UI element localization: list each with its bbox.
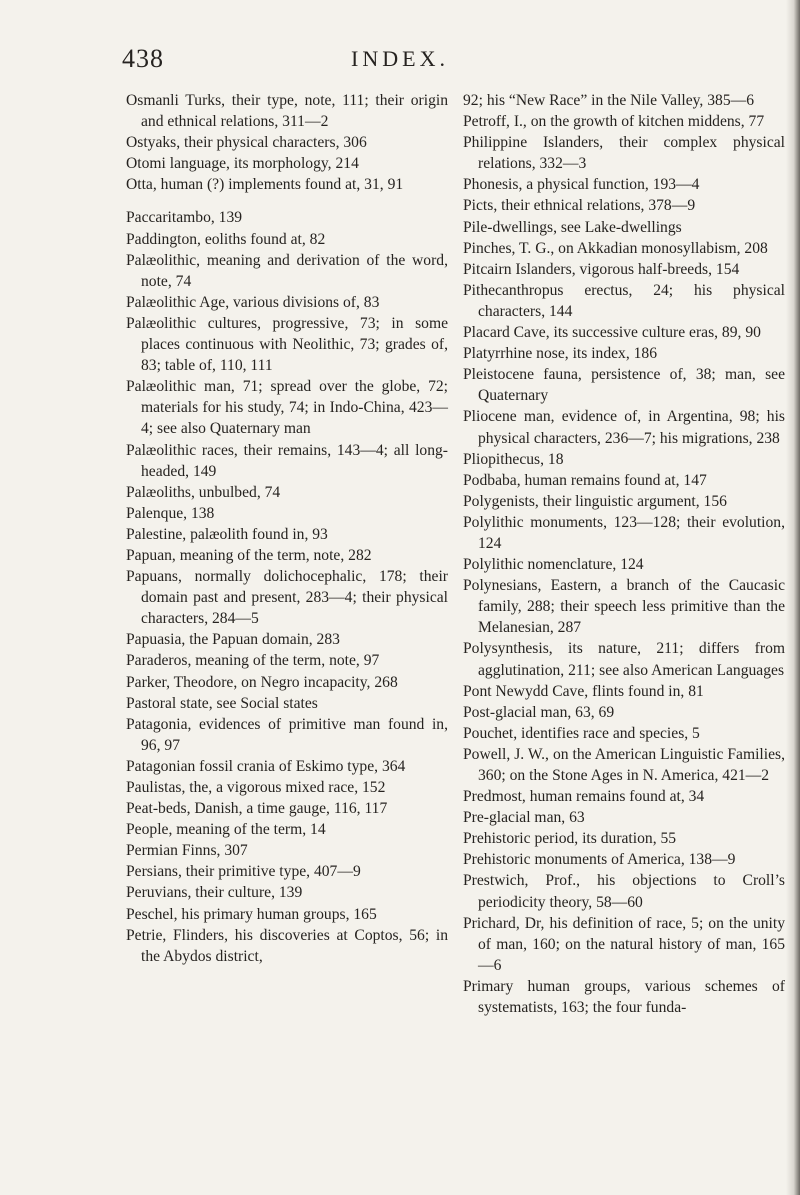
index-entry: Pleistocene fauna, persistence of, 38; man, see Quaternary xyxy=(463,366,785,405)
index-entry: Papuasia, the Papuan domain, 283 xyxy=(126,631,340,649)
index-entry: Polysynthesis, its nature, 211; differs from agglutination, 211; see also American Languages xyxy=(463,640,785,679)
index-entry: 92; his “New Race” in the Nile Valley, 385—6 xyxy=(463,92,755,109)
index-entry: Prichard, Dr, his definition of race, 5; on the unity of man, 160; on the natural history of man, 165—6 xyxy=(463,914,785,974)
index-entry: Phonesis, a physical function, 193—4 xyxy=(463,176,700,194)
index-entry: Pile-dwellings, see Lake-dwellings xyxy=(463,218,682,236)
index-entry: Pont Newydd Cave, flints found in, 81 xyxy=(463,682,704,700)
index-entry: Pouchet, identifies race and species, 5 xyxy=(463,724,700,742)
index-entry: Prehistoric monuments of America, 138—9 xyxy=(463,851,736,869)
index-entry: Patagonian fossil crania of Eskimo type, 364 xyxy=(126,757,406,775)
page-edge-shadow xyxy=(786,0,800,1195)
index-entry: Pinches, T. G., on Akkadian monosyllabism, 208 xyxy=(463,239,768,257)
index-entry: Petrie, Flinders, his discoveries at Coptos, 56; in the Abydos district, xyxy=(126,926,448,965)
index-entry: Peat-beds, Danish, a time gauge, 116, 117 xyxy=(126,800,388,818)
index-entry: Persians, their primitive type, 407—9 xyxy=(126,863,361,881)
page-number: 438 xyxy=(122,44,164,73)
index-entry: Papuan, meaning of the term, note, 282 xyxy=(126,546,372,564)
index-entry: Placard Cave, its successive culture eras, 89, 90 xyxy=(463,324,761,342)
index-entry: Palæolithic Age, various divisions of, 83 xyxy=(126,293,380,311)
page-header xyxy=(0,40,800,80)
index-entry: Pliocene man, evidence of, in Argentina, 98; his physical characters, 236—7; his migrations, 238 xyxy=(463,408,785,447)
index-entry: Ostyaks, their physical characters, 306 xyxy=(126,134,367,152)
index-entry: Permian Finns, 307 xyxy=(126,842,248,860)
index-column-left xyxy=(126,90,448,967)
index-entry: Otomi language, its morphology, 214 xyxy=(126,155,359,173)
index-entry: Pithecanthropus erectus, 24; his physical characters, 144 xyxy=(463,281,785,320)
index-entry: Paulistas, the, a vigorous mixed race, 152 xyxy=(126,779,386,796)
index-entry: Palæolithic cultures, progressive, 73; in some places continuous with Neolithic, 73; grades of, 83; table of, 110, 111 xyxy=(126,314,448,375)
index-entry: Palæolithic man, 71; spread over the globe, 72; materials for his study, 74; in Indo-China, 423—4; see also Quaternary man xyxy=(126,378,448,438)
index-entry: Papuans, normally dolichocephalic, 178; their domain past and present, 283—4; their physical characters, 284—5 xyxy=(126,568,448,628)
index-entry: Palestine, palæolith found in, 93 xyxy=(126,525,328,543)
index-entry: Polygenists, their linguistic argument, 156 xyxy=(463,492,727,510)
index-entry: Patagonia, evidences of primitive man found in, 96, 97 xyxy=(126,715,448,754)
index-column-right xyxy=(463,90,785,1018)
index-entry: Predmost, human remains found at, 34 xyxy=(463,788,705,806)
index-entry: Paccaritambo, 139 xyxy=(126,209,243,227)
index-entry: Platyrrhine nose, its index, 186 xyxy=(463,345,658,363)
index-entry: Petroff, I., on the growth of kitchen middens, 77 xyxy=(463,113,765,131)
index-entry: Prestwich, Prof., his objections to Croll’s periodicity theory, 58—60 xyxy=(463,872,785,911)
index-entry: Palæoliths, unbulbed, 74 xyxy=(126,483,281,501)
index-entry: Polylithic nomenclature, 124 xyxy=(463,556,644,574)
index-entry: Prehistoric period, its duration, 55 xyxy=(463,830,677,848)
index-entry: Pitcairn Islanders, vigorous half-breeds, 154 xyxy=(463,260,740,278)
index-entry: Polylithic monuments, 123—128; their evolution, 124 xyxy=(463,513,785,552)
index-entry: Podbaba, human remains found at, 147 xyxy=(463,471,707,489)
index-entry: Pastoral state, see Social states xyxy=(126,694,318,712)
index-entry: Palæolithic races, their remains, 143—4; all long-headed, 149 xyxy=(126,441,448,480)
index-entry: Palenque, 138 xyxy=(126,504,215,522)
letter-group-divider xyxy=(126,195,448,207)
index-entry: Primary human groups, various schemes of systematists, 163; the four funda- xyxy=(463,977,785,1017)
index-entry: Paddington, eoliths found at, 82 xyxy=(126,230,326,248)
index-entry: Polynesians, Eastern, a branch of the Caucasic family, 288; their speech less primitive than the Melanesian, 287 xyxy=(463,577,785,637)
index-entry: Philippine Islanders, their complex physical relations, 332—3 xyxy=(463,134,785,173)
index-entry: Pre-glacial man, 63 xyxy=(463,809,585,827)
index-entry: People, meaning of the term, 14 xyxy=(126,821,326,839)
index-entry: Powell, J. W., on the American Linguistic Families, 360; on the Stone Ages in N. America, 421—2 xyxy=(463,745,785,784)
index-entry: Paraderos, meaning of the term, note, 97 xyxy=(126,652,380,670)
index-entry: Post-glacial man, 63, 69 xyxy=(463,703,615,721)
index-entry: Picts, their ethnical relations, 378—9 xyxy=(463,197,696,215)
index-entry: Palæolithic, meaning and derivation of the word, note, 74 xyxy=(126,251,448,290)
index-entry: Osmanli Turks, their type, note, 111; their origin and ethnical relations, 311—2 xyxy=(126,92,448,131)
index-entry: Peruvians, their culture, 139 xyxy=(126,884,303,902)
index-entry: Otta, human (?) implements found at, 31, 91 xyxy=(126,176,404,194)
index-entry: Parker, Theodore, on Negro incapacity, 268 xyxy=(126,673,398,691)
index-entry: Pliopithecus, 18 xyxy=(463,450,564,468)
index-entry: Peschel, his primary human groups, 165 xyxy=(126,905,377,923)
running-head: INDEX. xyxy=(351,46,449,71)
